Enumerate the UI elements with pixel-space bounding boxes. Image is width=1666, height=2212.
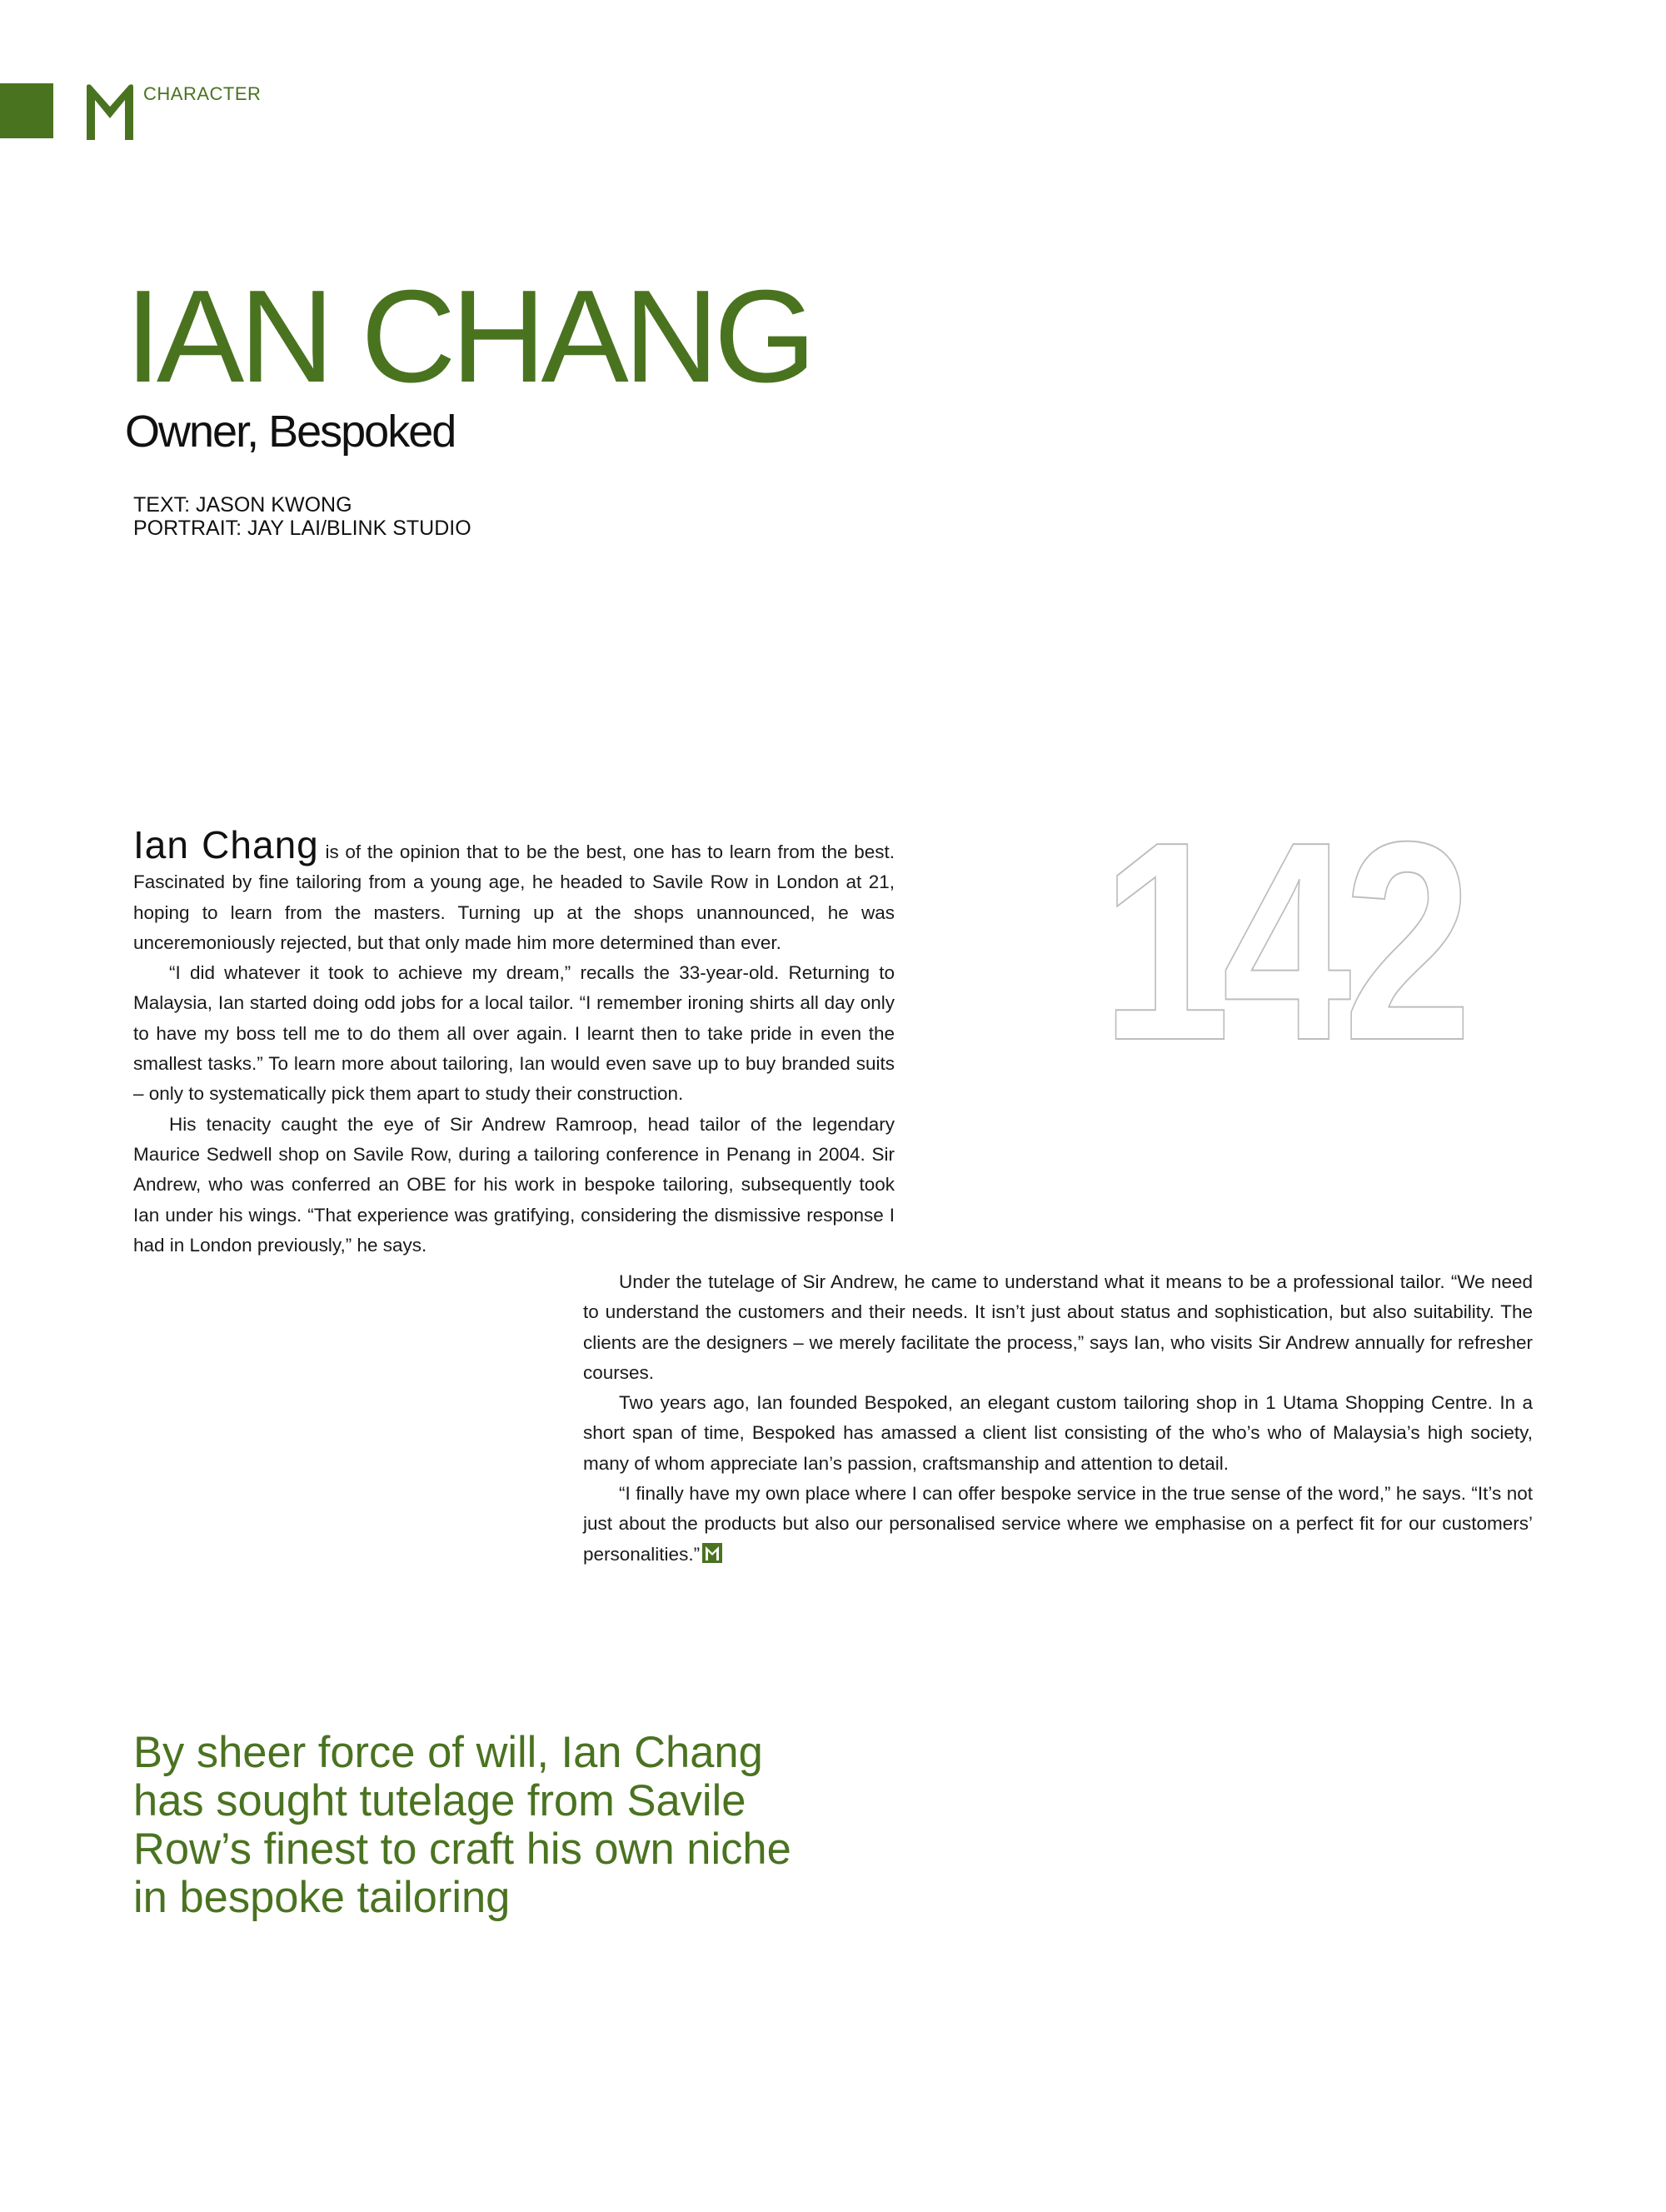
portrait-credit: PORTRAIT: JAY LAI/BLINK STUDIO: [133, 517, 471, 540]
page-number: 142: [1101, 783, 1464, 1100]
paragraph-text: is of the opinion that to be the best, one has to learn from the best. Fascinated by fine tailoring from a young age, he headed to Savile Row in London at 21, hoping to learn from the masters. Turning up at the shops unannounced, he was unceremoniously rejected, but that only made him more determined than ever.: [133, 841, 895, 953]
section-label: CHARACTER: [143, 83, 262, 104]
body-column-left: [133, 823, 895, 1261]
m-logo-icon: [83, 82, 137, 140]
pull-quote: By sheer force of will, Ian Chang has sought tutelage from Savile Row’s finest to craft his own niche in bespoke tailoring: [133, 1728, 791, 1922]
body-paragraph: His tenacity caught the eye of Sir Andrew Ramroop, head tailor of the legendary Maurice Sedwell shop on Savile Row, during a tailoring conference in Penang in 2004. Sir Andrew, who was conferred an OBE for his work in bespoke tailoring, subsequently took Ian under his wings. “That experience was gratifying, considering the dismissive response I had in London previously,” he says.: [133, 1113, 895, 1256]
body-paragraph: “I did whatever it took to achieve my dream,” recalls the 33-year-old. Returning to Malaysia, Ian started doing odd jobs for a local tailor. “I remember ironing shirts all day only to have my boss tell me to do them all over again. I learnt then to take pride in even the smallest tasks.” To learn more about tailoring, Ian would even save up to buy branded suits – only to systematically pick them apart to study their construction.: [133, 962, 895, 1105]
section-marker-square: [0, 83, 53, 138]
article-title: IAN CHANG: [125, 263, 811, 410]
text-credit: TEXT: JASON KWONG: [133, 493, 352, 517]
body-paragraph: Under the tutelage of Sir Andrew, he came to understand what it means to be a professional tailor. “We need to understand the customers and their needs. It isn’t just about status and sophistication, but also suitability. The clients are the designers – we merely facilitate the process,” says Ian, who visits Sir Andrew annually for refresher courses.: [583, 1271, 1533, 1383]
body-paragraph: Two years ago, Ian founded Bespoked, an elegant custom tailoring shop in 1 Utama Shopping Centre. In a short span of time, Bespoked has amassed a client list consisting of the who’s who of Malaysia’s high society, many of whom appreciate Ian’s passion, craftsmanship and attention to detail.: [583, 1392, 1533, 1474]
article-subtitle: Owner, Bespoked: [125, 407, 456, 457]
paragraph-text: “I finally have my own place where I can offer bespoke service in the true sense of the word,” he says. “It’s not just about the products but also our personalised service where we emphasise on a perfect fit for our customers’ personalities.”: [583, 1483, 1533, 1565]
lead-name: Ian Chang: [133, 823, 319, 866]
body-paragraph: [583, 1479, 1533, 1570]
article-credits: [133, 493, 471, 540]
body-column-right: [583, 1267, 1533, 1570]
body-paragraph: [133, 823, 895, 958]
m-end-mark-icon: [702, 1543, 722, 1563]
